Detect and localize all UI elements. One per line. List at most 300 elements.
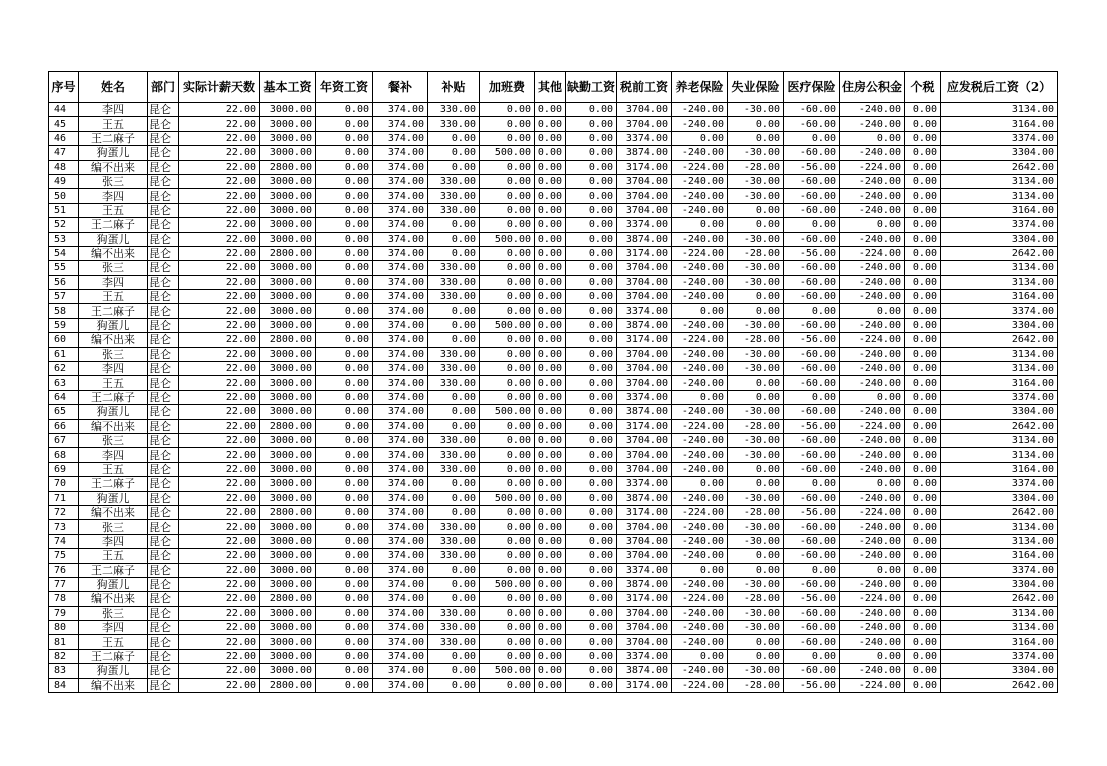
cell-housing-fund: -240.00 xyxy=(840,146,905,160)
cell-net-salary: 3134.00 xyxy=(941,174,1058,188)
cell-unemployment-insurance: -28.00 xyxy=(728,678,784,692)
cell-pension-insurance: -240.00 xyxy=(672,203,728,217)
cell-medical-insurance: -60.00 xyxy=(784,103,840,117)
cell-pension-insurance: -240.00 xyxy=(672,146,728,160)
cell-other: 0.00 xyxy=(535,376,566,390)
cell-name: 李四 xyxy=(79,362,148,376)
cell-net-salary: 3304.00 xyxy=(941,491,1058,505)
cell-subsidy: 330.00 xyxy=(428,174,480,188)
cell-other: 0.00 xyxy=(535,362,566,376)
header-row xyxy=(49,72,1058,103)
cell-pension-insurance: -240.00 xyxy=(672,318,728,332)
cell-seniority-pay: 0.00 xyxy=(316,203,373,217)
cell-unemployment-insurance: 0.00 xyxy=(728,549,784,563)
cell-housing-fund: -240.00 xyxy=(840,448,905,462)
cell-overtime: 0.00 xyxy=(480,433,535,447)
table-row xyxy=(49,290,1058,304)
cell-department: 昆仑 xyxy=(148,275,179,289)
cell-paid-days: 22.00 xyxy=(179,534,260,548)
cell-pension-insurance: -240.00 xyxy=(672,491,728,505)
cell-income-tax: 0.00 xyxy=(905,390,941,404)
cell-name: 张三 xyxy=(79,520,148,534)
cell-department: 昆仑 xyxy=(148,160,179,174)
cell-medical-insurance: -56.00 xyxy=(784,592,840,606)
cell-medical-insurance: -56.00 xyxy=(784,505,840,519)
cell-absence-deduction: 0.00 xyxy=(566,491,617,505)
cell-index: 51 xyxy=(49,203,79,217)
cell-meal-allowance: 374.00 xyxy=(373,261,428,275)
cell-subsidy: 330.00 xyxy=(428,635,480,649)
cell-meal-allowance: 374.00 xyxy=(373,131,428,145)
cell-seniority-pay: 0.00 xyxy=(316,462,373,476)
cell-name: 王五 xyxy=(79,635,148,649)
cell-unemployment-insurance: -30.00 xyxy=(728,362,784,376)
cell-unemployment-insurance: -30.00 xyxy=(728,189,784,203)
cell-index: 58 xyxy=(49,304,79,318)
cell-seniority-pay: 0.00 xyxy=(316,405,373,419)
cell-paid-days: 22.00 xyxy=(179,477,260,491)
cell-pension-insurance: -240.00 xyxy=(672,362,728,376)
cell-meal-allowance: 374.00 xyxy=(373,405,428,419)
cell-pretax-salary: 3704.00 xyxy=(617,606,672,620)
cell-other: 0.00 xyxy=(535,117,566,131)
cell-net-salary: 3164.00 xyxy=(941,203,1058,217)
header-cell-other: 其他 xyxy=(535,72,566,103)
cell-unemployment-insurance: -30.00 xyxy=(728,318,784,332)
table-row xyxy=(49,520,1058,534)
cell-absence-deduction: 0.00 xyxy=(566,333,617,347)
cell-pension-insurance: -240.00 xyxy=(672,606,728,620)
cell-base-salary: 3000.00 xyxy=(260,462,316,476)
cell-income-tax: 0.00 xyxy=(905,448,941,462)
cell-absence-deduction: 0.00 xyxy=(566,131,617,145)
cell-name: 王五 xyxy=(79,203,148,217)
cell-other: 0.00 xyxy=(535,146,566,160)
cell-paid-days: 22.00 xyxy=(179,117,260,131)
cell-pretax-salary: 3374.00 xyxy=(617,477,672,491)
table-row xyxy=(49,549,1058,563)
cell-pension-insurance: -240.00 xyxy=(672,117,728,131)
cell-seniority-pay: 0.00 xyxy=(316,577,373,591)
table-row xyxy=(49,390,1058,404)
cell-medical-insurance: -60.00 xyxy=(784,117,840,131)
cell-index: 77 xyxy=(49,577,79,591)
cell-name: 李四 xyxy=(79,534,148,548)
cell-overtime: 0.00 xyxy=(480,635,535,649)
cell-base-salary: 3000.00 xyxy=(260,606,316,620)
cell-subsidy: 0.00 xyxy=(428,390,480,404)
cell-housing-fund: -240.00 xyxy=(840,577,905,591)
cell-medical-insurance: -60.00 xyxy=(784,433,840,447)
cell-name: 狗蛋儿 xyxy=(79,146,148,160)
cell-overtime: 0.00 xyxy=(480,189,535,203)
cell-name: 编不出来 xyxy=(79,505,148,519)
cell-pretax-salary: 3704.00 xyxy=(617,117,672,131)
cell-meal-allowance: 374.00 xyxy=(373,534,428,548)
cell-unemployment-insurance: -30.00 xyxy=(728,174,784,188)
cell-absence-deduction: 0.00 xyxy=(566,534,617,548)
cell-paid-days: 22.00 xyxy=(179,563,260,577)
cell-paid-days: 22.00 xyxy=(179,218,260,232)
cell-absence-deduction: 0.00 xyxy=(566,117,617,131)
table-row xyxy=(49,318,1058,332)
cell-income-tax: 0.00 xyxy=(905,218,941,232)
cell-seniority-pay: 0.00 xyxy=(316,563,373,577)
cell-name: 狗蛋儿 xyxy=(79,491,148,505)
cell-overtime: 0.00 xyxy=(480,419,535,433)
cell-medical-insurance: -60.00 xyxy=(784,448,840,462)
cell-base-salary: 3000.00 xyxy=(260,390,316,404)
cell-paid-days: 22.00 xyxy=(179,146,260,160)
cell-income-tax: 0.00 xyxy=(905,664,941,678)
cell-medical-insurance: 0.00 xyxy=(784,390,840,404)
cell-absence-deduction: 0.00 xyxy=(566,160,617,174)
cell-index: 82 xyxy=(49,649,79,663)
cell-pretax-salary: 3874.00 xyxy=(617,232,672,246)
cell-housing-fund: -240.00 xyxy=(840,232,905,246)
cell-overtime: 0.00 xyxy=(480,678,535,692)
cell-name: 狗蛋儿 xyxy=(79,405,148,419)
cell-pretax-salary: 3874.00 xyxy=(617,405,672,419)
table-row xyxy=(49,376,1058,390)
cell-name: 李四 xyxy=(79,448,148,462)
cell-absence-deduction: 0.00 xyxy=(566,621,617,635)
table-row xyxy=(49,304,1058,318)
cell-seniority-pay: 0.00 xyxy=(316,448,373,462)
cell-other: 0.00 xyxy=(535,218,566,232)
cell-housing-fund: 0.00 xyxy=(840,563,905,577)
cell-other: 0.00 xyxy=(535,477,566,491)
cell-pension-insurance: -224.00 xyxy=(672,333,728,347)
cell-seniority-pay: 0.00 xyxy=(316,477,373,491)
cell-base-salary: 3000.00 xyxy=(260,275,316,289)
cell-pension-insurance: -240.00 xyxy=(672,290,728,304)
cell-seniority-pay: 0.00 xyxy=(316,390,373,404)
cell-income-tax: 0.00 xyxy=(905,203,941,217)
cell-subsidy: 330.00 xyxy=(428,520,480,534)
cell-subsidy: 0.00 xyxy=(428,405,480,419)
cell-housing-fund: 0.00 xyxy=(840,649,905,663)
cell-paid-days: 22.00 xyxy=(179,203,260,217)
cell-housing-fund: -240.00 xyxy=(840,376,905,390)
cell-unemployment-insurance: -30.00 xyxy=(728,520,784,534)
cell-index: 78 xyxy=(49,592,79,606)
cell-subsidy: 0.00 xyxy=(428,160,480,174)
cell-index: 83 xyxy=(49,664,79,678)
cell-name: 李四 xyxy=(79,189,148,203)
cell-net-salary: 3134.00 xyxy=(941,448,1058,462)
cell-housing-fund: -224.00 xyxy=(840,419,905,433)
cell-subsidy: 0.00 xyxy=(428,664,480,678)
cell-pretax-salary: 3174.00 xyxy=(617,505,672,519)
cell-net-salary: 3134.00 xyxy=(941,347,1058,361)
cell-pretax-salary: 3374.00 xyxy=(617,218,672,232)
header-cell-overtime: 加班费 xyxy=(480,72,535,103)
cell-income-tax: 0.00 xyxy=(905,606,941,620)
cell-name: 编不出来 xyxy=(79,678,148,692)
cell-paid-days: 22.00 xyxy=(179,333,260,347)
cell-overtime: 0.00 xyxy=(480,333,535,347)
cell-department: 昆仑 xyxy=(148,405,179,419)
cell-base-salary: 3000.00 xyxy=(260,405,316,419)
cell-unemployment-insurance: 0.00 xyxy=(728,290,784,304)
cell-seniority-pay: 0.00 xyxy=(316,505,373,519)
cell-name: 王二麻子 xyxy=(79,218,148,232)
cell-index: 52 xyxy=(49,218,79,232)
cell-pension-insurance: -240.00 xyxy=(672,621,728,635)
cell-subsidy: 330.00 xyxy=(428,448,480,462)
cell-pension-insurance: -240.00 xyxy=(672,534,728,548)
table-row xyxy=(49,606,1058,620)
cell-net-salary: 3304.00 xyxy=(941,146,1058,160)
cell-pension-insurance: -240.00 xyxy=(672,577,728,591)
cell-other: 0.00 xyxy=(535,606,566,620)
cell-base-salary: 3000.00 xyxy=(260,376,316,390)
cell-pension-insurance: -240.00 xyxy=(672,174,728,188)
cell-subsidy: 330.00 xyxy=(428,462,480,476)
cell-pretax-salary: 3874.00 xyxy=(617,318,672,332)
table-row xyxy=(49,347,1058,361)
cell-pension-insurance: 0.00 xyxy=(672,390,728,404)
cell-department: 昆仑 xyxy=(148,563,179,577)
cell-department: 昆仑 xyxy=(148,520,179,534)
cell-index: 71 xyxy=(49,491,79,505)
header-cell-absence-deduction: 缺勤工资 xyxy=(566,72,617,103)
cell-base-salary: 3000.00 xyxy=(260,174,316,188)
cell-seniority-pay: 0.00 xyxy=(316,376,373,390)
cell-income-tax: 0.00 xyxy=(905,117,941,131)
cell-absence-deduction: 0.00 xyxy=(566,563,617,577)
cell-medical-insurance: -60.00 xyxy=(784,189,840,203)
cell-base-salary: 2800.00 xyxy=(260,333,316,347)
cell-department: 昆仑 xyxy=(148,664,179,678)
cell-housing-fund: -240.00 xyxy=(840,405,905,419)
cell-unemployment-insurance: 0.00 xyxy=(728,563,784,577)
table-row xyxy=(49,678,1058,692)
cell-unemployment-insurance: -30.00 xyxy=(728,232,784,246)
cell-department: 昆仑 xyxy=(148,304,179,318)
cell-income-tax: 0.00 xyxy=(905,376,941,390)
cell-net-salary: 3134.00 xyxy=(941,189,1058,203)
cell-medical-insurance: -60.00 xyxy=(784,290,840,304)
cell-subsidy: 330.00 xyxy=(428,189,480,203)
cell-unemployment-insurance: 0.00 xyxy=(728,462,784,476)
cell-index: 45 xyxy=(49,117,79,131)
cell-name: 王五 xyxy=(79,462,148,476)
cell-pretax-salary: 3174.00 xyxy=(617,419,672,433)
cell-net-salary: 3164.00 xyxy=(941,549,1058,563)
cell-base-salary: 3000.00 xyxy=(260,448,316,462)
cell-income-tax: 0.00 xyxy=(905,275,941,289)
header-cell-meal-allowance: 餐补 xyxy=(373,72,428,103)
cell-index: 50 xyxy=(49,189,79,203)
cell-medical-insurance: -60.00 xyxy=(784,203,840,217)
cell-department: 昆仑 xyxy=(148,103,179,117)
cell-name: 王二麻子 xyxy=(79,563,148,577)
cell-meal-allowance: 374.00 xyxy=(373,448,428,462)
cell-seniority-pay: 0.00 xyxy=(316,174,373,188)
cell-income-tax: 0.00 xyxy=(905,649,941,663)
cell-subsidy: 330.00 xyxy=(428,549,480,563)
cell-absence-deduction: 0.00 xyxy=(566,232,617,246)
payroll-table xyxy=(48,71,1058,693)
cell-base-salary: 3000.00 xyxy=(260,261,316,275)
cell-pretax-salary: 3704.00 xyxy=(617,347,672,361)
cell-department: 昆仑 xyxy=(148,362,179,376)
cell-housing-fund: 0.00 xyxy=(840,477,905,491)
header-cell-net-salary: 应发税后工资（2） xyxy=(941,72,1058,103)
cell-pension-insurance: 0.00 xyxy=(672,304,728,318)
cell-income-tax: 0.00 xyxy=(905,160,941,174)
cell-medical-insurance: 0.00 xyxy=(784,131,840,145)
cell-income-tax: 0.00 xyxy=(905,189,941,203)
cell-overtime: 0.00 xyxy=(480,376,535,390)
cell-pretax-salary: 3374.00 xyxy=(617,304,672,318)
cell-medical-insurance: -60.00 xyxy=(784,405,840,419)
cell-seniority-pay: 0.00 xyxy=(316,635,373,649)
cell-subsidy: 0.00 xyxy=(428,146,480,160)
cell-other: 0.00 xyxy=(535,304,566,318)
cell-meal-allowance: 374.00 xyxy=(373,592,428,606)
cell-pretax-salary: 3874.00 xyxy=(617,491,672,505)
cell-paid-days: 22.00 xyxy=(179,347,260,361)
cell-meal-allowance: 374.00 xyxy=(373,477,428,491)
cell-subsidy: 330.00 xyxy=(428,117,480,131)
cell-net-salary: 3304.00 xyxy=(941,318,1058,332)
cell-pretax-salary: 3704.00 xyxy=(617,189,672,203)
cell-income-tax: 0.00 xyxy=(905,491,941,505)
cell-absence-deduction: 0.00 xyxy=(566,347,617,361)
cell-other: 0.00 xyxy=(535,275,566,289)
cell-absence-deduction: 0.00 xyxy=(566,606,617,620)
cell-index: 57 xyxy=(49,290,79,304)
cell-meal-allowance: 374.00 xyxy=(373,505,428,519)
cell-pretax-salary: 3704.00 xyxy=(617,520,672,534)
cell-housing-fund: -240.00 xyxy=(840,290,905,304)
cell-name: 张三 xyxy=(79,261,148,275)
cell-meal-allowance: 374.00 xyxy=(373,174,428,188)
cell-name: 狗蛋儿 xyxy=(79,318,148,332)
cell-seniority-pay: 0.00 xyxy=(316,649,373,663)
cell-subsidy: 0.00 xyxy=(428,649,480,663)
cell-name: 张三 xyxy=(79,347,148,361)
cell-medical-insurance: -60.00 xyxy=(784,621,840,635)
cell-base-salary: 3000.00 xyxy=(260,563,316,577)
cell-medical-insurance: -60.00 xyxy=(784,275,840,289)
cell-base-salary: 3000.00 xyxy=(260,232,316,246)
table-row xyxy=(49,362,1058,376)
cell-net-salary: 3134.00 xyxy=(941,534,1058,548)
cell-absence-deduction: 0.00 xyxy=(566,203,617,217)
cell-pretax-salary: 3374.00 xyxy=(617,563,672,577)
cell-net-salary: 3134.00 xyxy=(941,606,1058,620)
cell-meal-allowance: 374.00 xyxy=(373,563,428,577)
table-row xyxy=(49,333,1058,347)
cell-paid-days: 22.00 xyxy=(179,433,260,447)
cell-paid-days: 22.00 xyxy=(179,189,260,203)
cell-income-tax: 0.00 xyxy=(905,261,941,275)
cell-department: 昆仑 xyxy=(148,592,179,606)
cell-absence-deduction: 0.00 xyxy=(566,577,617,591)
cell-paid-days: 22.00 xyxy=(179,174,260,188)
cell-pension-insurance: -240.00 xyxy=(672,232,728,246)
table-row xyxy=(49,117,1058,131)
cell-index: 80 xyxy=(49,621,79,635)
header-cell-index: 序号 xyxy=(49,72,79,103)
cell-index: 54 xyxy=(49,246,79,260)
cell-overtime: 0.00 xyxy=(480,448,535,462)
cell-other: 0.00 xyxy=(535,333,566,347)
cell-department: 昆仑 xyxy=(148,433,179,447)
cell-other: 0.00 xyxy=(535,592,566,606)
header-cell-medical-insurance: 医疗保险 xyxy=(784,72,840,103)
cell-department: 昆仑 xyxy=(148,117,179,131)
cell-overtime: 0.00 xyxy=(480,621,535,635)
cell-net-salary: 2642.00 xyxy=(941,160,1058,174)
cell-subsidy: 330.00 xyxy=(428,261,480,275)
cell-income-tax: 0.00 xyxy=(905,433,941,447)
cell-pretax-salary: 3374.00 xyxy=(617,390,672,404)
cell-seniority-pay: 0.00 xyxy=(316,678,373,692)
cell-index: 63 xyxy=(49,376,79,390)
cell-housing-fund: -240.00 xyxy=(840,318,905,332)
cell-meal-allowance: 374.00 xyxy=(373,160,428,174)
cell-seniority-pay: 0.00 xyxy=(316,261,373,275)
cell-department: 昆仑 xyxy=(148,448,179,462)
cell-meal-allowance: 374.00 xyxy=(373,290,428,304)
cell-index: 53 xyxy=(49,232,79,246)
cell-income-tax: 0.00 xyxy=(905,362,941,376)
cell-pension-insurance: -240.00 xyxy=(672,635,728,649)
cell-medical-insurance: -56.00 xyxy=(784,160,840,174)
cell-subsidy: 0.00 xyxy=(428,563,480,577)
cell-subsidy: 0.00 xyxy=(428,232,480,246)
cell-housing-fund: 0.00 xyxy=(840,131,905,145)
cell-net-salary: 3134.00 xyxy=(941,103,1058,117)
cell-index: 64 xyxy=(49,390,79,404)
cell-name: 编不出来 xyxy=(79,592,148,606)
cell-index: 48 xyxy=(49,160,79,174)
cell-unemployment-insurance: -30.00 xyxy=(728,534,784,548)
cell-pretax-salary: 3174.00 xyxy=(617,678,672,692)
cell-index: 49 xyxy=(49,174,79,188)
cell-other: 0.00 xyxy=(535,232,566,246)
cell-paid-days: 22.00 xyxy=(179,505,260,519)
cell-income-tax: 0.00 xyxy=(905,405,941,419)
cell-pretax-salary: 3174.00 xyxy=(617,246,672,260)
cell-income-tax: 0.00 xyxy=(905,347,941,361)
cell-paid-days: 22.00 xyxy=(179,592,260,606)
cell-pretax-salary: 3704.00 xyxy=(617,290,672,304)
cell-meal-allowance: 374.00 xyxy=(373,577,428,591)
cell-department: 昆仑 xyxy=(148,419,179,433)
cell-meal-allowance: 374.00 xyxy=(373,347,428,361)
cell-net-salary: 3374.00 xyxy=(941,649,1058,663)
cell-other: 0.00 xyxy=(535,419,566,433)
cell-subsidy: 0.00 xyxy=(428,592,480,606)
cell-absence-deduction: 0.00 xyxy=(566,520,617,534)
cell-paid-days: 22.00 xyxy=(179,649,260,663)
cell-paid-days: 22.00 xyxy=(179,275,260,289)
cell-income-tax: 0.00 xyxy=(905,419,941,433)
cell-housing-fund: -240.00 xyxy=(840,362,905,376)
cell-paid-days: 22.00 xyxy=(179,362,260,376)
cell-base-salary: 3000.00 xyxy=(260,621,316,635)
cell-pretax-salary: 3874.00 xyxy=(617,664,672,678)
cell-index: 66 xyxy=(49,419,79,433)
cell-base-salary: 3000.00 xyxy=(260,318,316,332)
cell-net-salary: 3374.00 xyxy=(941,131,1058,145)
